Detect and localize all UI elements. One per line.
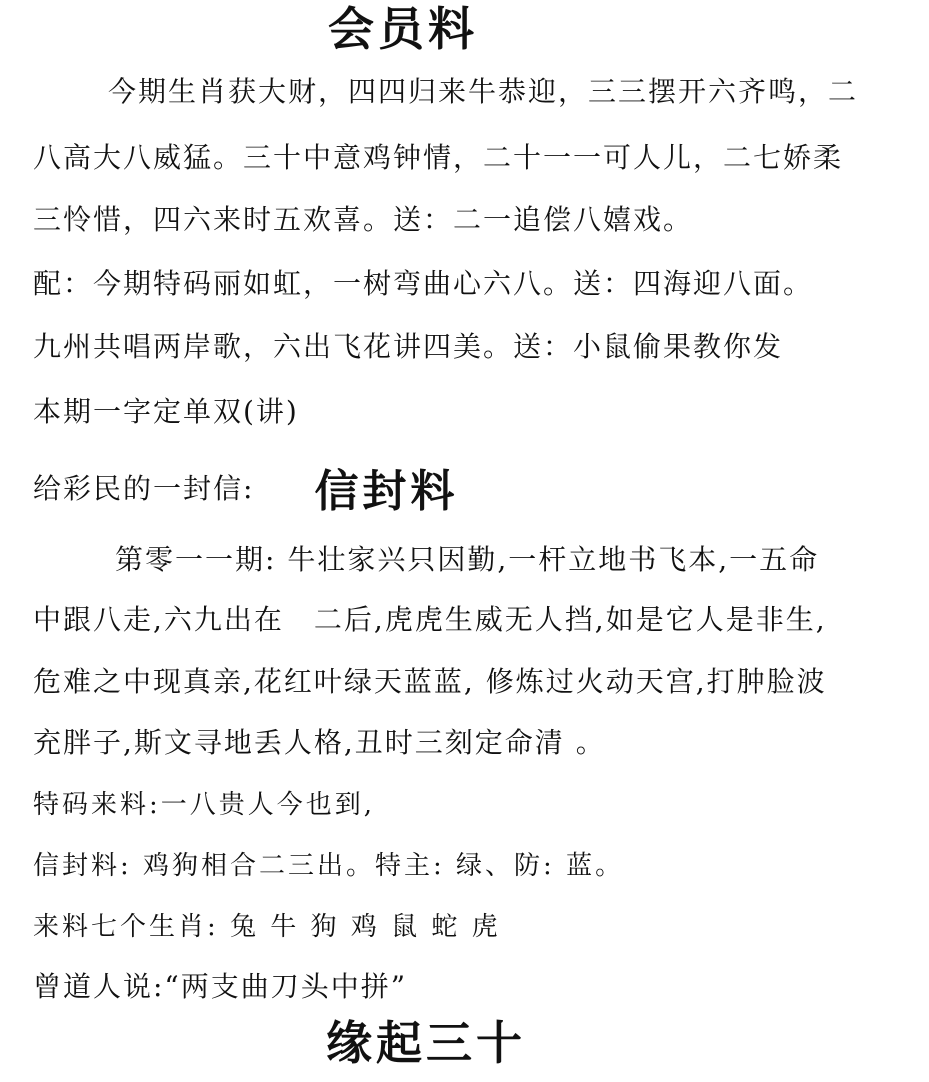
member-paragraph-line-2: 八高大八威猛。三十中意鸡钟情，二十一一可人儿，二七娇柔 xyxy=(33,141,844,174)
section-origin-title: 缘起三十 xyxy=(326,1016,526,1070)
member-paragraph-line-3: 三怜惜，四六来时五欢喜。送：二一追偿八嬉戏。 xyxy=(33,203,694,236)
seven-zodiac-line: 来料七个生肖: 兔 牛 狗 鸡 鼠 蛇 虎 xyxy=(33,912,501,942)
member-single-double-line: 本期一字定单双(讲) xyxy=(33,395,299,428)
section-member-title: 会员料 xyxy=(328,2,478,56)
member-verse-line: 九州共唱两岸歌，六出飞花讲四美。送：小鼠偷果教你发 xyxy=(33,330,784,363)
letter-intro-label: 给彩民的一封信: xyxy=(33,472,255,505)
envelope-paragraph-line-1: 第零一一期: 牛壮家兴只因勤,一杆立地书飞本,一五命 xyxy=(115,543,820,576)
envelope-paragraph-line-3: 危难之中现真亲,花红叶绿天蓝蓝, 修炼过火动天宫,打肿脸波 xyxy=(33,665,827,698)
section-envelope-title: 信封料 xyxy=(314,466,459,517)
envelope-paragraph-line-4: 充胖子,斯文寻地丢人格,丑时三刻定命清 。 xyxy=(33,726,606,759)
zeng-daoren-quote-line: 曾道人说:“两支曲刀头中拼” xyxy=(33,970,408,1003)
member-paragraph-line-1: 今期生肖获大财，四四归来牛恭迎，三三摆开六齐鸣，二 xyxy=(108,75,859,108)
letter-heading-row xyxy=(33,466,459,517)
envelope-material-line: 信封料: 鸡狗相合二三出。特主: 绿、防: 蓝。 xyxy=(33,851,625,881)
member-pairing-line: 配：今期特码丽如虹，一树弯曲心六八。送：四海迎八面。 xyxy=(33,267,814,300)
special-code-line: 特码来料:一八贵人今也到, xyxy=(33,790,376,820)
envelope-paragraph-line-2: 中跟八走,六九出在 二后,虎虎生威无人挡,如是它人是非生, xyxy=(33,603,827,636)
